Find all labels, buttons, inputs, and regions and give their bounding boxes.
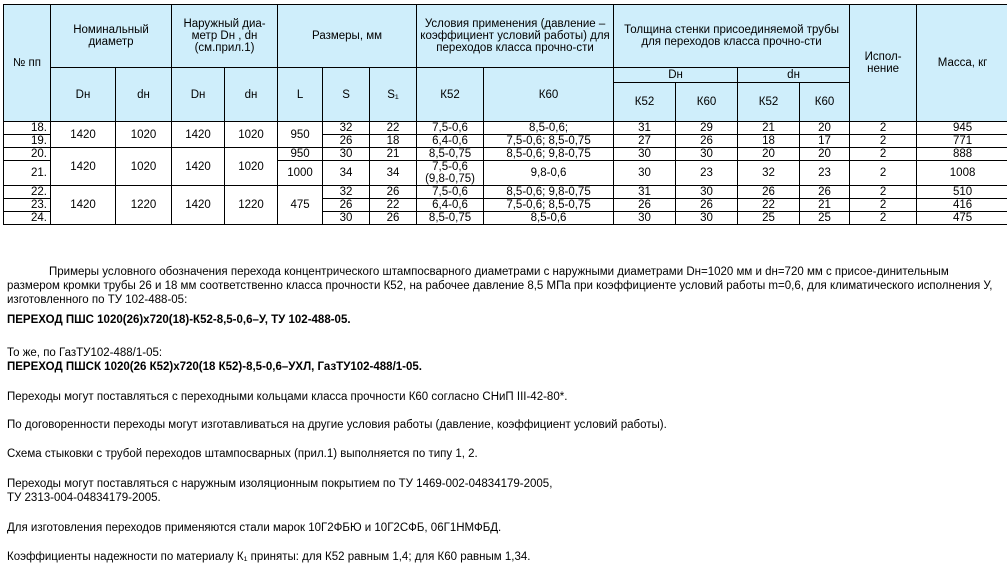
cell-wall-D-K52: 26 xyxy=(614,199,676,212)
cell-nom-d: 1020 xyxy=(116,122,172,148)
cell-mass: 771 xyxy=(917,135,1007,148)
header-execution: Испол-нение xyxy=(850,5,917,122)
cell-nom-d: 1220 xyxy=(116,186,172,225)
header-outer-diameter: Наружный диа-метр Dн , dн (см.прил.1) xyxy=(172,5,278,68)
cell-wall-d-K52: 22 xyxy=(738,199,800,212)
header-wall-dn-K60: К60 xyxy=(800,83,850,122)
cell-wall-D-K52: 30 xyxy=(614,212,676,225)
row-no: 19. xyxy=(4,135,51,148)
cell-S: 30 xyxy=(323,212,370,225)
cell-out-d: 1020 xyxy=(225,122,278,148)
cell-mass: 888 xyxy=(917,148,1007,161)
joint-scheme-note: Схема стыковки с трубой переходов штампосварных (прил.1) выполняется по типу 1, 2. xyxy=(7,448,478,460)
cell-cond-K52: 7,5-0,6 (9,8-0,75) xyxy=(417,161,484,186)
cell-S1: 26 xyxy=(370,186,417,199)
cell-cond-K52: 8,5-0,75 xyxy=(417,212,484,225)
cell-cond-K60: 7,5-0,6; 8,5-0,75 xyxy=(484,199,614,212)
header-wall: Толщина стенки присоединяемой трубы для переходов класса прочно-сти xyxy=(614,5,850,68)
cell-L: 950 xyxy=(278,148,323,161)
header-S: S xyxy=(323,68,370,122)
cell-S1: 18 xyxy=(370,135,417,148)
cell-mass: 416 xyxy=(917,199,1007,212)
header-cond-K52: К52 xyxy=(417,68,484,122)
header-wall-Dn-K60: К60 xyxy=(676,83,738,122)
cell-exec: 2 xyxy=(850,161,917,186)
cell-wall-d-K60: 21 xyxy=(800,199,850,212)
cell-out-D: 1420 xyxy=(172,186,225,225)
cell-cond-K52: 8,5-0,75 xyxy=(417,148,484,161)
cell-wall-D-K52: 30 xyxy=(614,161,676,186)
header-S1: S₁ xyxy=(370,68,417,122)
cell-S: 26 xyxy=(323,199,370,212)
cell-L: 950 xyxy=(278,122,323,148)
cell-wall-D-K60: 23 xyxy=(676,161,738,186)
cell-S: 30 xyxy=(323,148,370,161)
cell-wall-d-K60: 23 xyxy=(800,161,850,186)
cell-wall-d-K60: 25 xyxy=(800,212,850,225)
rings-note: Переходы могут поставляться с переходными кольцами класса прочности К60 согласно СНиП III-42-80*. xyxy=(7,391,568,403)
cell-exec: 2 xyxy=(850,148,917,161)
header-no: № пп xyxy=(4,5,51,122)
cell-wall-d-K52: 26 xyxy=(738,186,800,199)
header-wall-dn-K52: К52 xyxy=(738,83,800,122)
cell-cond-K60: 8,5-0,6 xyxy=(484,212,614,225)
cell-S: 32 xyxy=(323,186,370,199)
cell-S: 34 xyxy=(323,161,370,186)
example-paragraph: Примеры условного обозначения перехода концентрического штампосварного диаметрами с наружными диаметрами Dн=1020 мм и dн=720 мм с присое-динительным размером кромки трубы 26 и 18 мм соответственно класса прочности К52, на рабочее давление 8,5 МПа при коэффициенте условий работы m=0,6, для климатического исполнения У, изготовленного по ТУ 102-488-05: xyxy=(7,266,993,306)
cell-wall-d-K60: 17 xyxy=(800,135,850,148)
cell-mass: 475 xyxy=(917,212,1007,225)
gaz-tu-paragraph: То же, по ГазТУ102-488/1-05: xyxy=(7,347,163,359)
example-designation: ПЕРЕХОД ПШС 1020(26)х720(18)-К52-8,5-0,6–У, ТУ 102-488-05. xyxy=(7,314,351,326)
cell-nom-D: 1420 xyxy=(51,122,116,148)
header-out-dn: dн xyxy=(225,68,278,122)
cell-nom-d: 1020 xyxy=(116,148,172,186)
header-nom-dn: dн xyxy=(116,68,172,122)
cell-wall-D-K52: 31 xyxy=(614,122,676,135)
cell-cond-K60: 7,5-0,6; 8,5-0,75 xyxy=(484,135,614,148)
cell-exec: 2 xyxy=(850,135,917,148)
cell-wall-D-K60: 29 xyxy=(676,122,738,135)
table-row xyxy=(4,148,1007,161)
cell-nom-D: 1420 xyxy=(51,186,116,225)
cell-wall-d-K60: 20 xyxy=(800,148,850,161)
cell-L: 475 xyxy=(278,186,323,225)
cell-out-D: 1420 xyxy=(172,122,225,148)
row-no: 23. xyxy=(4,199,51,212)
cell-wall-D-K60: 30 xyxy=(676,148,738,161)
header-nominal-diameter: Номинальный диаметр xyxy=(51,5,172,68)
header-wall-dn: dн xyxy=(738,68,850,83)
cell-S: 32 xyxy=(323,122,370,135)
gaz-tu-designation: ПЕРЕХОД ПШСК 1020(26 К52)х720(18 К52)-8,5-0,6–УХЛ, ГазТУ102-488/1-05. xyxy=(7,361,422,373)
cell-wall-d-K52: 18 xyxy=(738,135,800,148)
cell-out-D: 1420 xyxy=(172,148,225,186)
row-no: 20. xyxy=(4,148,51,161)
cell-cond-K60: 9,8-0,6 xyxy=(484,161,614,186)
cell-wall-D-K60: 30 xyxy=(676,212,738,225)
cell-cond-K60: 8,5-0,6; 9,8-0,75 xyxy=(484,186,614,199)
row-no: 21. xyxy=(4,161,51,186)
header-mass: Масса, кг xyxy=(917,5,1007,122)
cell-wall-d-K52: 21 xyxy=(738,122,800,135)
cell-S1: 22 xyxy=(370,122,417,135)
header-conditions: Условия применения (давление –коэффициент условий работы) для переходов класса прочно-сти xyxy=(417,5,614,68)
coating-note-line2: ТУ 2313-004-04834179-2005. xyxy=(7,492,161,504)
cell-cond-K60: 8,5-0,6; 9,8-0,75 xyxy=(484,148,614,161)
header-wall-Dn: Dн xyxy=(614,68,738,83)
cell-S1: 26 xyxy=(370,212,417,225)
cell-mass: 945 xyxy=(917,122,1007,135)
row-no: 18. xyxy=(4,122,51,135)
cell-exec: 2 xyxy=(850,199,917,212)
cell-cond-K52: 6,4-0,6 xyxy=(417,135,484,148)
steel-grades-note: Для изготовления переходов применяются стали марок 10Г2ФБЮ и 10Г2СФБ, 06Г1НМФБД. xyxy=(7,522,502,534)
table-row xyxy=(4,122,1007,135)
cell-cond-K52: 7,5-0,6 xyxy=(417,122,484,135)
cell-mass: 1008 xyxy=(917,161,1007,186)
table-row xyxy=(4,186,1007,199)
cell-wall-D-K60: 26 xyxy=(676,199,738,212)
cell-exec: 2 xyxy=(850,212,917,225)
cell-out-d: 1220 xyxy=(225,186,278,225)
coating-note-line1: Переходы могут поставляться с наружным изоляционным покрытием по ТУ 1469-002-04834179-2005, xyxy=(7,478,553,490)
header-wall-Dn-K52: К52 xyxy=(614,83,676,122)
cell-mass: 510 xyxy=(917,186,1007,199)
cell-wall-D-K52: 30 xyxy=(614,148,676,161)
cell-wall-D-K52: 27 xyxy=(614,135,676,148)
spec-table xyxy=(3,4,1007,225)
cell-wall-d-K52: 25 xyxy=(738,212,800,225)
header-sizes: Размеры, мм xyxy=(278,5,417,68)
cell-out-d: 1020 xyxy=(225,148,278,186)
header-nom-Dn: Dн xyxy=(51,68,116,122)
cell-cond-K60: 8,5-0,6; xyxy=(484,122,614,135)
cell-exec: 2 xyxy=(850,122,917,135)
row-no: 22. xyxy=(4,186,51,199)
cell-wall-D-K60: 30 xyxy=(676,186,738,199)
reliability-note: Коэффициенты надежности по материалу К₁ приняты: для К52 равным 1,4; для К60 равным 1,34. xyxy=(7,551,531,563)
cell-wall-D-K60: 26 xyxy=(676,135,738,148)
row-no: 24. xyxy=(4,212,51,225)
cell-wall-d-K52: 32 xyxy=(738,161,800,186)
header-out-Dn: Dн xyxy=(172,68,225,122)
cell-wall-d-K52: 20 xyxy=(738,148,800,161)
cell-wall-d-K60: 20 xyxy=(800,122,850,135)
cell-cond-K52: 6,4-0,6 xyxy=(417,199,484,212)
cell-nom-D: 1420 xyxy=(51,148,116,186)
cell-S1: 21 xyxy=(370,148,417,161)
cell-S1: 22 xyxy=(370,199,417,212)
cell-wall-d-K60: 26 xyxy=(800,186,850,199)
cell-L: 1000 xyxy=(278,161,323,186)
header-L: L xyxy=(278,68,323,122)
agreement-note: По договоренности переходы могут изготавливаться на другие условия работы (давление, коэффициент условий работы). xyxy=(7,419,667,431)
cell-cond-K52: 7,5-0,6 xyxy=(417,186,484,199)
cell-S: 26 xyxy=(323,135,370,148)
cell-S1: 34 xyxy=(370,161,417,186)
cell-exec: 2 xyxy=(850,186,917,199)
header-cond-K60: К60 xyxy=(484,68,614,122)
cell-wall-D-K52: 31 xyxy=(614,186,676,199)
